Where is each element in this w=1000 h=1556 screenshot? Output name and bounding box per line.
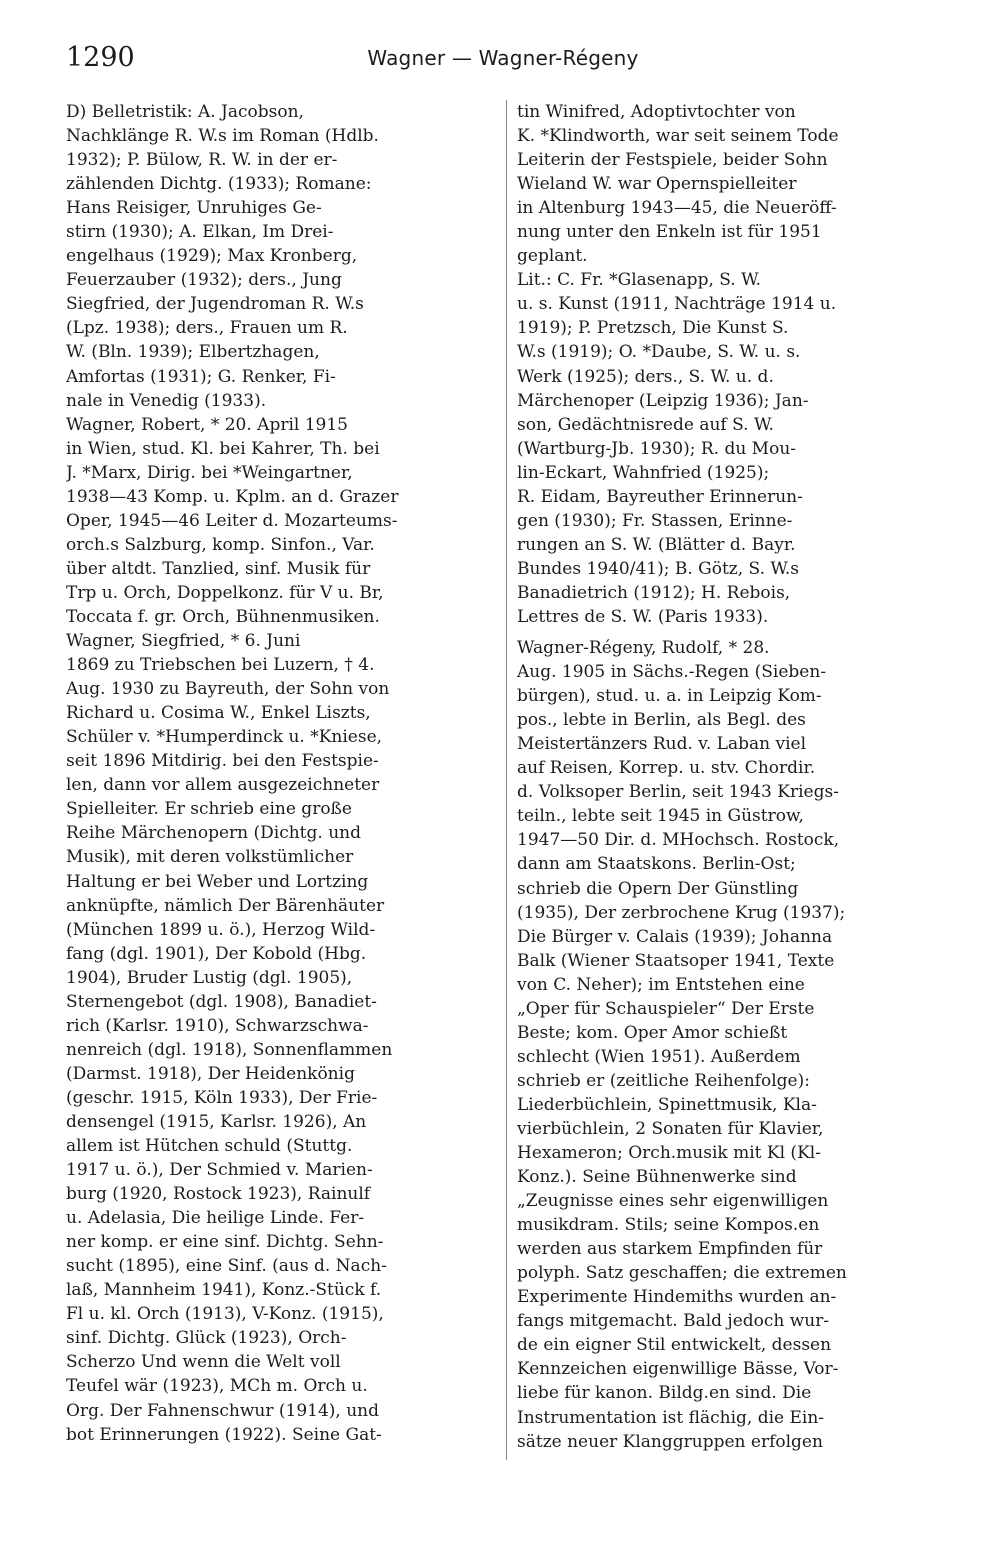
- text-line: in Wien, stud. Kl. bei Kahrer, Th. bei: [66, 438, 380, 459]
- text-line: bot Erinnerungen (1922). Seine Gat-: [66, 1424, 382, 1445]
- text-line: nale in Venedig (1933).: [66, 390, 267, 411]
- text-line: geplant.: [517, 246, 588, 267]
- text-line: seit 1896 Mitdirig. bei den Festspie-: [66, 751, 379, 772]
- text-line: Wagner, Siegfried, * 6. Juni: [66, 631, 301, 652]
- text-line: von C. Neher); im Entstehen eine: [517, 974, 805, 995]
- text-line: Meistertänzers Rud. v. Laban viel: [517, 734, 806, 755]
- text-line: Aug. 1930 zu Bayreuth, der Sohn von: [66, 679, 390, 700]
- text-line: Feuerzauber (1932); ders., Jung: [66, 270, 342, 291]
- text-line: lin-Eckart, Wahnfried (1925);: [517, 462, 770, 483]
- text-line: 1904), Bruder Lustig (dgl. 1905),: [66, 967, 353, 988]
- text-line: len, dann vor allem ausgezeichneter: [66, 775, 380, 796]
- text-line: pos., lebte in Berlin, als Begl. des: [517, 710, 806, 731]
- text-line: Liederbüchlein, Spinettmusik, Kla-: [517, 1094, 817, 1115]
- text-line: Schüler v. *Humperdinck u. *Kniese,: [66, 727, 383, 748]
- text-line: fangs mitgemacht. Bald jedoch wur-: [517, 1311, 830, 1332]
- text-line: nung unter den Enkeln ist für 1951: [517, 222, 822, 243]
- text-line: u. Adelasia, Die heilige Linde. Fer-: [66, 1208, 365, 1229]
- text-line: 1938—43 Komp. u. Kplm. an d. Grazer: [66, 486, 399, 507]
- text-line: Leiterin der Festspiele, beider Sohn: [517, 150, 828, 171]
- text-line: stirn (1930); A. Elkan, Im Drei-: [66, 222, 334, 243]
- text-line: schlecht (Wien 1951). Außerdem: [517, 1046, 801, 1067]
- text-line: Experimente Hindemiths wurden an-: [517, 1287, 837, 1308]
- text-line: W.s (1919); O. *Daube, S. W. u. s.: [517, 342, 801, 363]
- text-line: son, Gedächtnisrede auf S. W.: [517, 414, 774, 435]
- text-line: 1917 u. ö.), Der Schmied v. Marien-: [66, 1160, 373, 1181]
- page-number: 1290: [66, 42, 135, 73]
- text-line: vierbüchlein, 2 Sonaten für Klavier,: [517, 1118, 824, 1139]
- text-line: in Altenburg 1943—45, die Neueröff-: [517, 198, 837, 219]
- text-line: (München 1899 u. ö.), Herzog Wild-: [66, 919, 376, 940]
- text-line: werden aus starkem Empfinden für: [517, 1239, 823, 1260]
- text-line: „Zeugnisse eines sehr eigenwilligen: [517, 1191, 829, 1212]
- text-line: schrieb er (zeitliche Reihenfolge):: [517, 1070, 810, 1091]
- text-line: laß, Mannheim 1941), Konz.-Stück f.: [66, 1280, 382, 1301]
- text-line: rich (Karlsr. 1910), Schwarzschwa-: [66, 1015, 369, 1036]
- text-line: Richard u. Cosima W., Enkel Liszts,: [66, 703, 371, 724]
- text-line: Trp u. Orch, Doppelkonz. für V u. Br,: [66, 582, 384, 603]
- text-line: Instrumentation ist flächig, die Ein-: [517, 1407, 825, 1428]
- text-line: Org. Der Fahnenschwur (1914), und: [66, 1400, 379, 1421]
- text-line: 1869 zu Triebschen bei Luzern, † 4.: [66, 655, 375, 676]
- text-line: Sternengebot (dgl. 1908), Banadiet-: [66, 991, 377, 1012]
- text-line: Hans Reisiger, Unruhiges Ge-: [66, 198, 322, 219]
- text-line: K. *Klindworth, war seit seinem Tode: [517, 126, 839, 147]
- text-line: Fl u. kl. Orch (1913), V-Konz. (1915),: [66, 1304, 384, 1325]
- text-line: Beste; kom. Oper Amor schießt: [517, 1022, 788, 1043]
- text-line: Oper, 1945—46 Leiter d. Mozarteums-: [66, 510, 398, 531]
- text-line: Lettres de S. W. (Paris 1933).: [517, 606, 769, 627]
- text-line: Wieland W. war Opernspielleiter: [517, 174, 797, 195]
- text-line: Musik), mit deren volkstümlicher: [66, 847, 354, 868]
- text-line: Werk (1925); ders., S. W. u. d.: [517, 366, 774, 387]
- text-line: (Wartburg-Jb. 1930); R. du Mou-: [517, 438, 797, 459]
- text-line: sätze neuer Klanggruppen erfolgen: [517, 1431, 823, 1452]
- text-line: sucht (1895), eine Sinf. (aus d. Nach-: [66, 1256, 387, 1277]
- text-line: Hexameron; Orch.musik mit Kl (Kl-: [517, 1143, 821, 1164]
- text-line: densengel (1915, Karlsr. 1926), An: [66, 1111, 367, 1132]
- text-line: (1935), Der zerbrochene Krug (1937);: [517, 902, 846, 923]
- text-line: teiln., lebte seit 1945 in Güstrow,: [517, 806, 804, 827]
- text-line: Teufel wär (1923), MCh m. Orch u.: [66, 1376, 368, 1397]
- text-line: Scherzo Und wenn die Welt voll: [66, 1352, 341, 1373]
- text-line: (geschr. 1915, Köln 1933), Der Frie-: [66, 1087, 378, 1108]
- text-line: Balk (Wiener Staatsoper 1941, Texte: [517, 950, 835, 971]
- text-line: dann am Staatskons. Berlin-Ost;: [517, 854, 796, 875]
- text-line: bürgen), stud. u. a. in Leipzig Kom-: [517, 686, 822, 707]
- text-line: engelhaus (1929); Max Kronberg,: [66, 246, 358, 267]
- text-line: anknüpfte, nämlich Der Bärenhäuter: [66, 895, 385, 916]
- text-line: fang (dgl. 1901), Der Kobold (Hbg.: [66, 943, 367, 964]
- text-line: polyph. Satz geschaffen; die extremen: [517, 1263, 847, 1284]
- text-line: rungen an S. W. (Blätter d. Bayr.: [517, 534, 796, 555]
- text-line: ner komp. er eine sinf. Dichtg. Sehn-: [66, 1232, 384, 1253]
- text-line: zählenden Dichtg. (1933); Romane:: [66, 174, 372, 195]
- text-line: orch.s Salzburg, komp. Sinfon., Var.: [66, 534, 375, 555]
- left-column: [66, 100, 496, 1447]
- text-line: 1947—50 Dir. d. MHochsch. Rostock,: [517, 830, 840, 851]
- text-line: Reihe Märchenopern (Dichtg. und: [66, 823, 361, 844]
- text-line: d. Volksoper Berlin, seit 1943 Kriegs-: [517, 782, 839, 803]
- text-line: Amfortas (1931); G. Renker, Fi-: [66, 366, 336, 387]
- text-line: Kennzeichen eigenwillige Bässe, Vor-: [517, 1359, 839, 1380]
- text-line: Banadietrich (1912); H. Rebois,: [517, 582, 791, 603]
- text-line: D) Belletristik: A. Jacobson,: [66, 102, 304, 122]
- text-line: Toccata f. gr. Orch, Bühnenmusiken.: [66, 606, 380, 627]
- running-head: Wagner — Wagner-Régeny: [367, 46, 639, 70]
- text-line: Nachklänge R. W.s im Roman (Hdlb.: [66, 126, 379, 147]
- column-divider: [506, 100, 507, 1460]
- text-line: musikdram. Stils; seine Kompos.en: [517, 1215, 820, 1236]
- text-line: tin Winifred, Adoptivtochter von: [517, 102, 796, 122]
- text-line: gen (1930); Fr. Stassen, Erinne-: [517, 510, 793, 531]
- text-line: W. (Bln. 1939); Elbertzhagen,: [66, 342, 320, 363]
- text-line: schrieb die Opern Der Günstling: [517, 878, 799, 899]
- text-line: u. s. Kunst (1911, Nachträge 1914 u.: [517, 294, 837, 315]
- text-line: allem ist Hütchen schuld (Stuttg.: [66, 1136, 353, 1157]
- text-line: J. *Marx, Dirig. bei *Weingartner,: [66, 462, 353, 483]
- text-line: Spielleiter. Er schrieb eine große: [66, 799, 352, 820]
- text-line: 1932); P. Bülow, R. W. in der er-: [66, 150, 338, 171]
- text-line: Lit.: C. Fr. *Glasenapp, S. W.: [517, 270, 762, 291]
- text-line: Märchenoper (Leipzig 1936); Jan-: [517, 390, 809, 411]
- text-line: Die Bürger v. Calais (1939); Johanna: [517, 926, 833, 947]
- text-line: auf Reisen, Korrep. u. stv. Chordir.: [517, 758, 816, 779]
- text-line: Wagner-Régeny, Rudolf, * 28.: [517, 638, 770, 659]
- text-line: de ein eigner Stil entwickelt, dessen: [517, 1335, 832, 1356]
- text-line: (Darmst. 1918), Der Heidenkönig: [66, 1063, 355, 1084]
- text-line: Konz.). Seine Bühnenwerke sind: [517, 1167, 797, 1188]
- text-line: (Lpz. 1938); ders., Frauen um R.: [66, 318, 348, 339]
- right-column: [517, 100, 938, 1454]
- text-line: über altdt. Tanzlied, sinf. Musik für: [66, 558, 371, 579]
- text-line: R. Eidam, Bayreuther Erinnerun-: [517, 486, 803, 507]
- text-line: sinf. Dichtg. Glück (1923), Orch-: [66, 1328, 347, 1349]
- text-line: Haltung er bei Weber und Lortzing: [66, 871, 369, 892]
- text-line: Wagner, Robert, * 20. April 1915: [66, 414, 349, 435]
- text-line: burg (1920, Rostock 1923), Rainulf: [66, 1184, 371, 1205]
- text-line: Aug. 1905 in Sächs.-Regen (Sieben-: [517, 662, 827, 683]
- text-line: „Oper für Schauspieler“ Der Erste: [517, 998, 815, 1019]
- text-line: Siegfried, der Jugendroman R. W.s: [66, 294, 364, 315]
- text-line: Bundes 1940/41); B. Götz, S. W.s: [517, 558, 800, 579]
- text-line: 1919); P. Pretzsch, Die Kunst S.: [517, 318, 789, 339]
- text-line: liebe für kanon. Bildg.en sind. Die: [517, 1383, 812, 1404]
- text-line: nenreich (dgl. 1918), Sonnenflammen: [66, 1039, 393, 1060]
